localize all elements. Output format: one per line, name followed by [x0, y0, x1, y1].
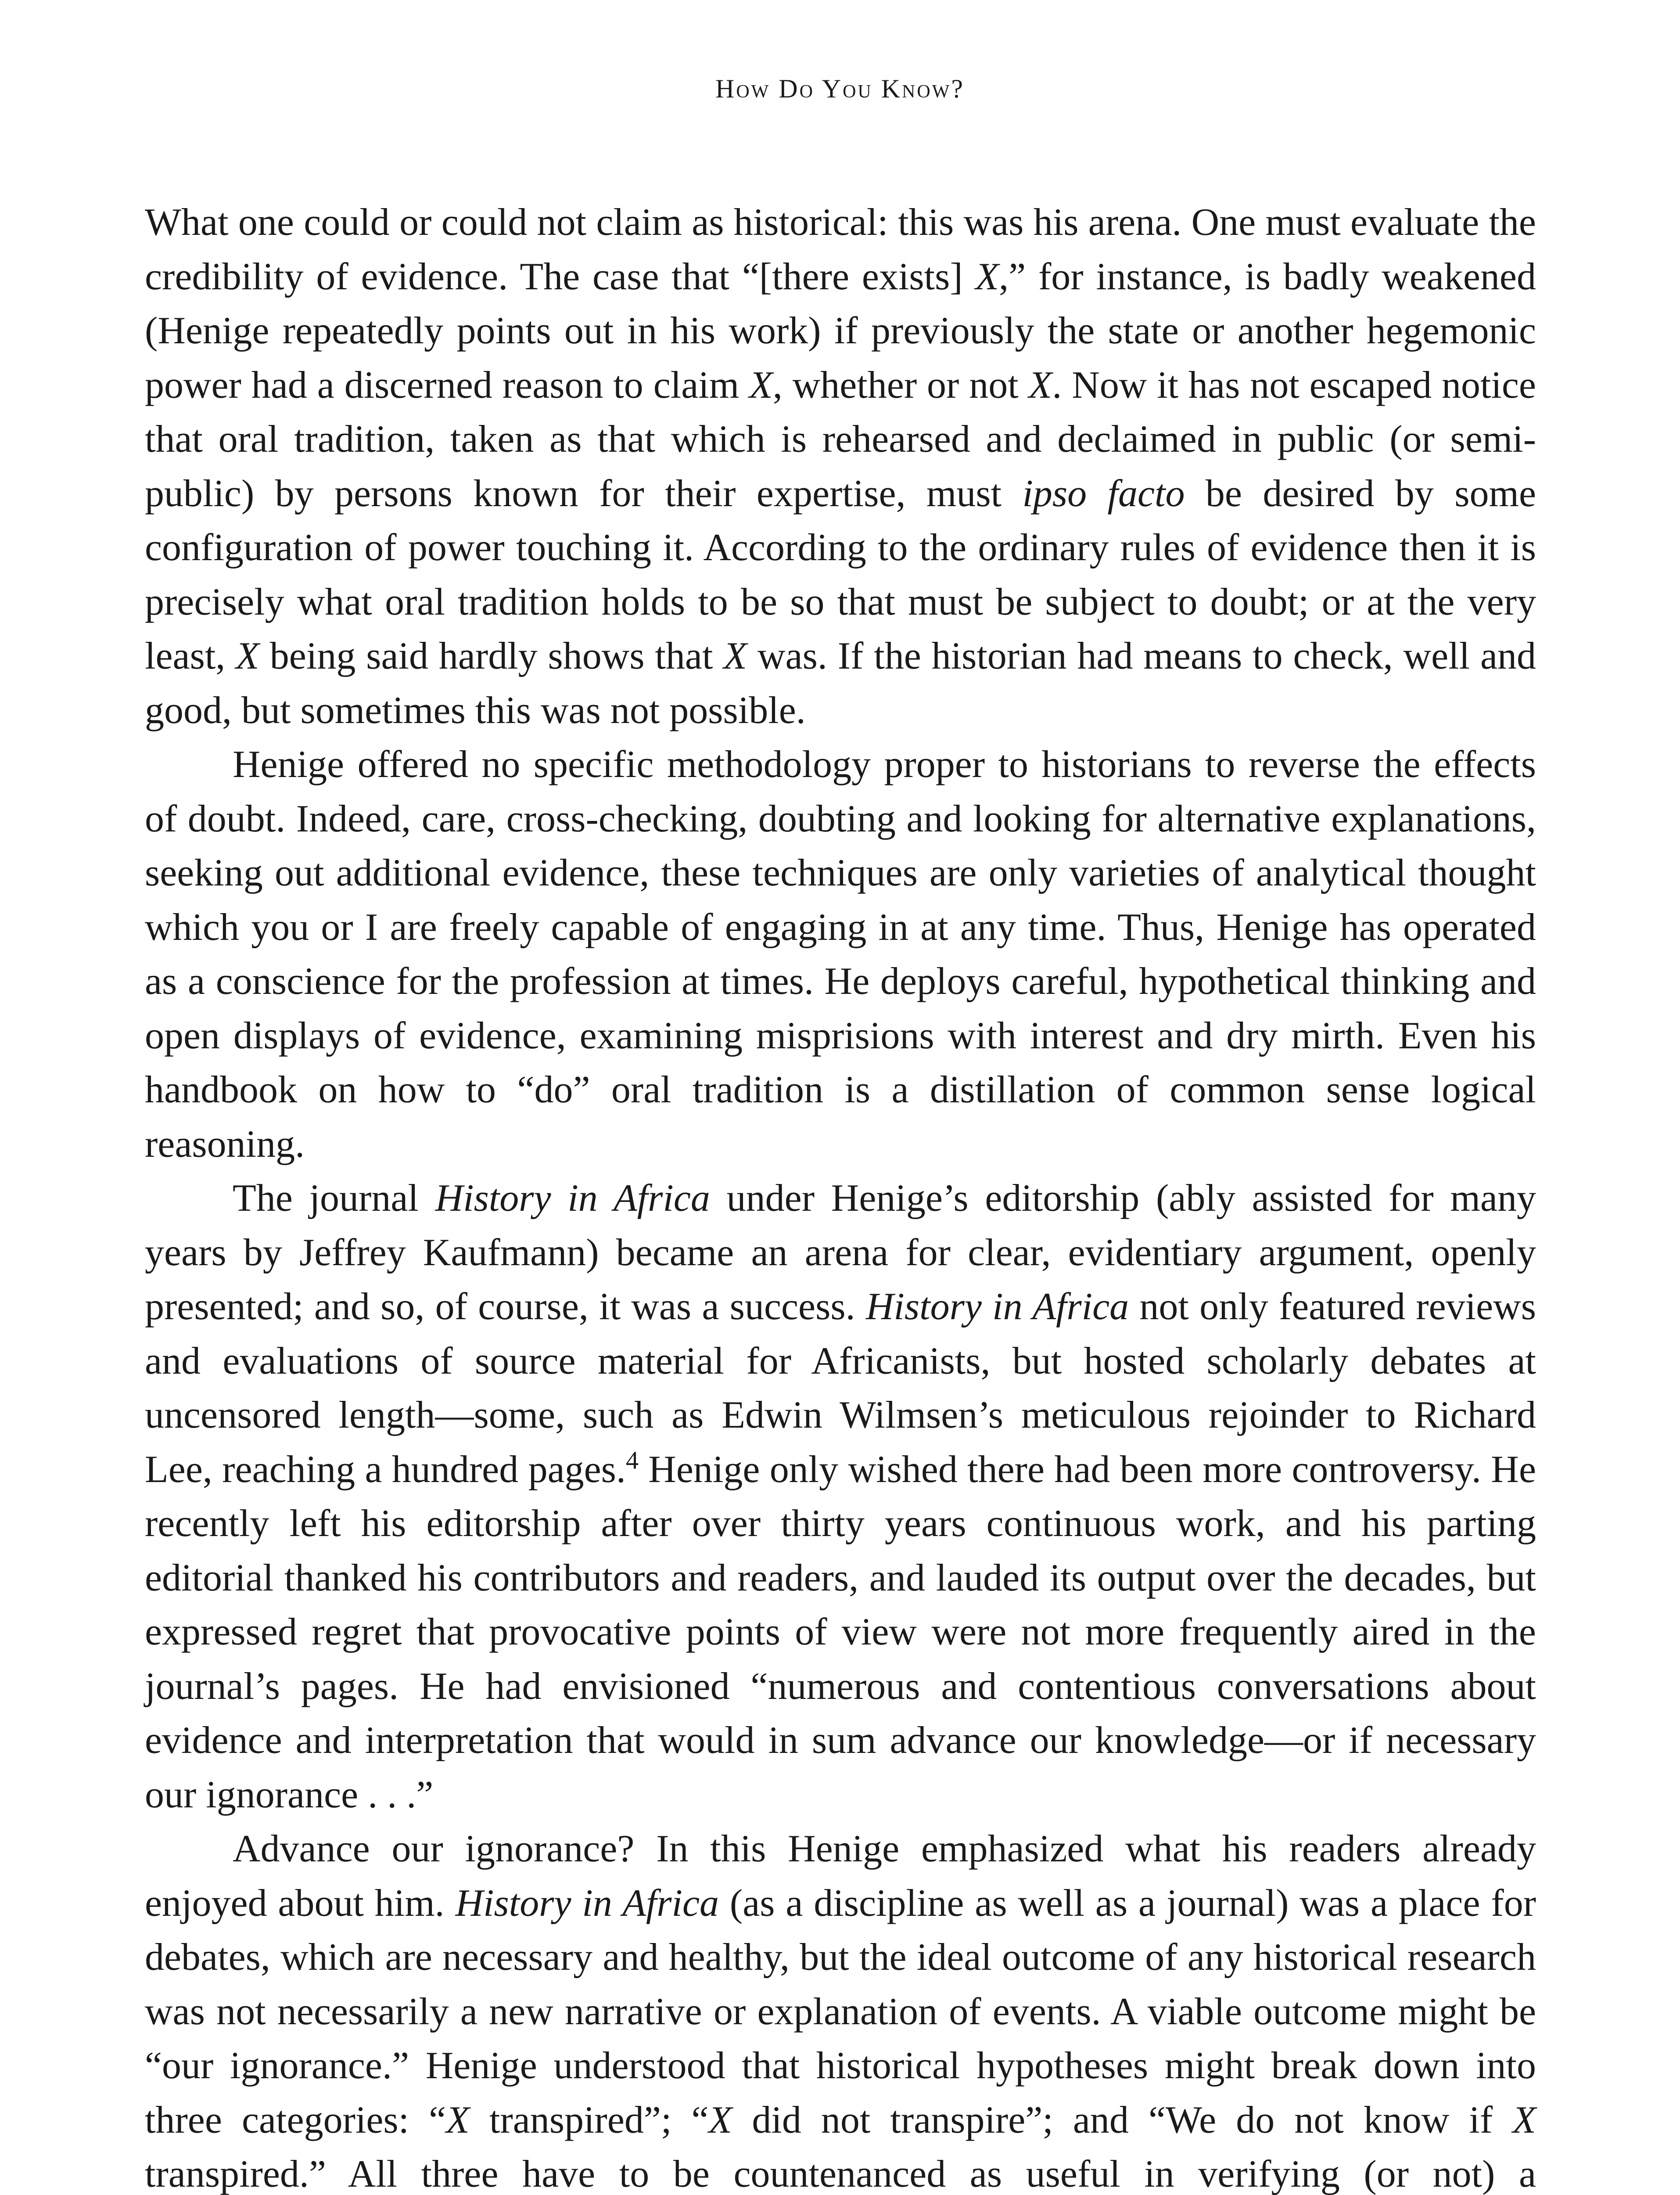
italic-text: History in Africa — [865, 1285, 1129, 1328]
italic-text: X — [749, 363, 773, 407]
italic-text: X — [975, 255, 999, 298]
italic-text: X — [1028, 363, 1052, 407]
text-run: , whether or not — [772, 363, 1029, 407]
text-run: Henige only wished there had been more controversy. He recently left his editorship after over thirty years continuous work, and his parting editorial thanked his contributors and readers, and lauded its output over the decades, but expressed regret that provocative points of view were not more frequently aired in the journal’s pages. He had envisioned “numerous and contentious conversations about evidence and interpretation that would in sum advance our knowledge—or if necessary our ignorance . . .” — [145, 1448, 1536, 1816]
text-run: What one could or could not claim as historical: this was his arena. One must evaluate the credibility of evidence. The case that “[there exists] — [145, 201, 1536, 298]
paragraph — [145, 1171, 1536, 1822]
text-run: not only featured reviews and evaluations of source material for Africanists, but hosted scholarly debates at uncensored length—some, such as Edwin Wilmsen’s meticulous rejoinder to Richard Lee, reaching a hundred pages. — [145, 1285, 1536, 1491]
text-run: being said hardly shows that — [259, 635, 724, 677]
italic-text: X — [446, 2098, 470, 2141]
text-run: ,” for instance, is badly weakened (Henige repeatedly points out in his work) if previously the state or another hegemonic power had a discerned reason to claim — [145, 255, 1536, 407]
italic-text: X — [708, 2098, 732, 2141]
italic-text: ipso facto — [1022, 472, 1185, 515]
text-run: transpired.” All three have to be countenanced as useful in verifying (or not) a — [145, 2153, 1536, 2195]
body-text — [145, 195, 1536, 2195]
text-run: be desired by some configuration of power touching it. According to the ordinary rules of evidence then it is precisely what oral tradition holds to be so that must be subject to doubt; or at the very least, — [145, 472, 1536, 677]
paragraph — [145, 1822, 1536, 2195]
text-run: (as a discipline as well as a journal) was a place for debates, which are necessary and healthy, but the ideal outcome of any historical research was not necessarily a new narrative or explanation of events. A viable outcome might be “our ignorance.” Henige understood that historical hypotheses might break down into three categories: “ — [145, 1882, 1536, 2141]
running-head: How Do You Know? — [715, 74, 965, 103]
text-run: . Now it has not escaped notice that oral tradition, taken as that which is rehearsed and declaimed in public (or semi-public) by persons known for their expertise, must — [145, 363, 1536, 515]
paragraph — [145, 738, 1536, 1171]
italic-text: History in Africa — [455, 1882, 719, 1925]
text-run: Advance our ignorance? In this Henige emphasized what his readers already enjoyed about him. — [145, 1828, 1536, 1925]
text-run: did not transpire”; and “We do not know if — [732, 2098, 1513, 2141]
text-run: The journal — [233, 1177, 435, 1220]
paragraph — [145, 195, 1536, 738]
italic-text: History in Africa — [435, 1177, 710, 1220]
italic-text: X — [236, 635, 259, 677]
text-run: transpired”; “ — [469, 2098, 709, 2141]
text-run: Henige offered no specific methodology proper to historians to reverse the effects of doubt. Indeed, care, cross-checking, doubting and looking for alternative explanations, seeking out additional evidence, these techniques are only varieties of analytical thought which you or I are freely capable of engaging in at any time. Thus, Henige has operated as a conscience for the profession at times. He deploys careful, hypothetical thinking and open displays of evidence, examining misprisions with interest and dry mirth. Even his handbook on how to “do” oral tradition is a distillation of common sense logical reasoning. — [145, 743, 1536, 1166]
text-run: under Henige’s editorship (ably assisted for many years by Jeffrey Kaufmann) became an arena for clear, evidentiary argument, openly presented; and so, of course, it was a success. — [145, 1177, 1536, 1328]
text-run: was. If the historian had means to check, well and good, but sometimes this was not possible. — [145, 635, 1536, 732]
footnote-marker: 4 — [625, 1446, 639, 1475]
italic-text: X — [723, 635, 747, 677]
italic-text: X — [1512, 2098, 1536, 2141]
